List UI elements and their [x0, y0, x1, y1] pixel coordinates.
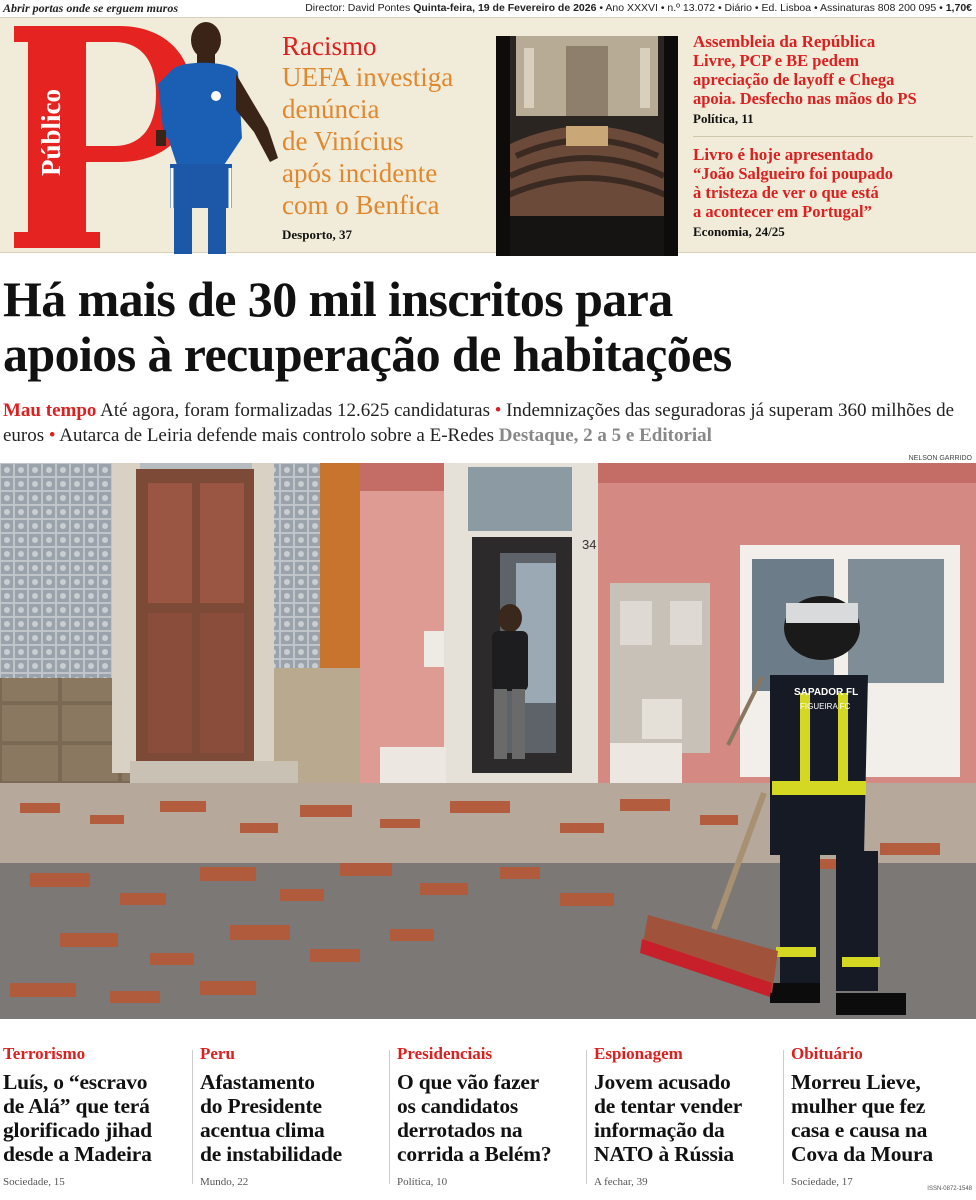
right-stories	[693, 32, 973, 240]
dek-kicker: Mau tempo	[3, 400, 97, 421]
story-headline: Jovem acusado de tentar vender informação da NATO à Rússia	[594, 1070, 743, 1166]
header-band	[0, 17, 976, 253]
jacket-text: SAPADOR FL	[794, 687, 859, 698]
story-kicker: Racismo	[282, 31, 377, 61]
issue-info: • Ano XXXVI • n.º 13.072 • Diário • Ed. Lisboa • Assinaturas 808 200 095 •	[599, 2, 943, 14]
date: Quinta-feira, 19 de Fevereiro de 2026	[413, 2, 597, 14]
bullet-icon: •	[48, 425, 56, 446]
story-headline: UEFA investiga denúncia de Vinícius após incidente com o Benfica	[282, 62, 454, 220]
page-reference: Economia, 24/25	[693, 224, 785, 239]
story-headline: “João Salgueiro foi poupado à tristeza de ver o que está a acontecer em Portugal”	[693, 164, 894, 221]
footballer-photo	[150, 18, 280, 254]
column-divider	[783, 1050, 784, 1184]
tagline: Abrir portas onde se erguem muros	[3, 1, 179, 15]
story-peru[interactable]	[200, 1044, 388, 1190]
story-headline: Luís, o “escravo de Alá” que terá glorificado jihad desde a Madeira	[3, 1070, 152, 1166]
column-divider	[192, 1050, 193, 1184]
door-number: 34	[582, 537, 597, 552]
parliament-photo	[496, 36, 678, 256]
page-reference: Política, 10	[397, 1176, 448, 1188]
price: 1,70€	[945, 2, 972, 14]
masthead-strip	[0, 0, 976, 16]
story-headline: Livre, PCP e BE pedem apreciação de layoff e Chega apoia. Desfecho nas mãos do PS	[693, 51, 917, 108]
dek-item: Até agora, foram formalizadas 12.625 candidaturas	[100, 400, 490, 421]
edition-info	[305, 0, 972, 16]
story-obituario[interactable]	[791, 1044, 976, 1190]
story-parliament[interactable]	[693, 32, 973, 127]
main-dek	[3, 398, 973, 448]
dek-item: Autarca de Leiria defende mais controlo sobre a E-Redes	[59, 425, 494, 446]
page-reference: Sociedade, 17	[791, 1176, 853, 1188]
bottom-stories	[0, 1044, 976, 1194]
story-headline: O que vão fazer os candidatos derrotados na corrida a Belém?	[397, 1070, 552, 1166]
section-label: Terrorismo	[3, 1044, 86, 1063]
story-espionagem[interactable]	[594, 1044, 782, 1190]
main-headline[interactable]: Há mais de 30 mil inscritos para apoios à recuperação de habitações	[3, 271, 732, 382]
director: Director: David Pontes	[305, 2, 411, 14]
page-reference: Política, 11	[693, 111, 754, 126]
story-kicker: Assembleia da República	[693, 32, 876, 51]
dek-item: Indemnizações das seguradoras já superam 360 milhões de euros	[3, 400, 955, 446]
story-headline: Morreu Lieve, mulher que fez casa e causa na Cova da Moura	[791, 1070, 933, 1166]
column-divider	[586, 1050, 587, 1184]
divider	[693, 136, 973, 137]
jacket-text: FIGUEIRA FC	[800, 702, 851, 711]
page-reference: A fechar, 39	[594, 1176, 648, 1188]
story-presidenciais[interactable]	[397, 1044, 585, 1190]
page-reference: Destaque, 2 a 5 e Editorial	[498, 425, 712, 446]
lead-sport-story[interactable]	[282, 32, 487, 243]
section-label: Obituário	[791, 1044, 863, 1063]
column-divider	[389, 1050, 390, 1184]
story-terrorismo[interactable]	[3, 1044, 191, 1190]
story-book[interactable]	[693, 145, 973, 240]
logo-name: Público	[36, 88, 66, 176]
section-label: Peru	[200, 1044, 235, 1063]
page-reference: Desporto, 37	[282, 227, 353, 242]
section-label: Presidenciais	[397, 1044, 493, 1063]
page-reference: Mundo, 22	[200, 1176, 249, 1188]
photo-credit: NELSON GARRIDO	[908, 455, 972, 462]
section-label: Espionagem	[594, 1044, 683, 1063]
issn-code: ISSN-0872-1548	[927, 1186, 972, 1192]
bullet-icon: •	[494, 400, 502, 421]
page-reference: Sociedade, 15	[3, 1176, 65, 1188]
story-headline: Afastamento do Presidente acentua clima de instabilidade	[200, 1070, 342, 1166]
story-kicker: Livro é hoje apresentado	[693, 145, 874, 164]
storm-damage-photo	[0, 463, 976, 1019]
